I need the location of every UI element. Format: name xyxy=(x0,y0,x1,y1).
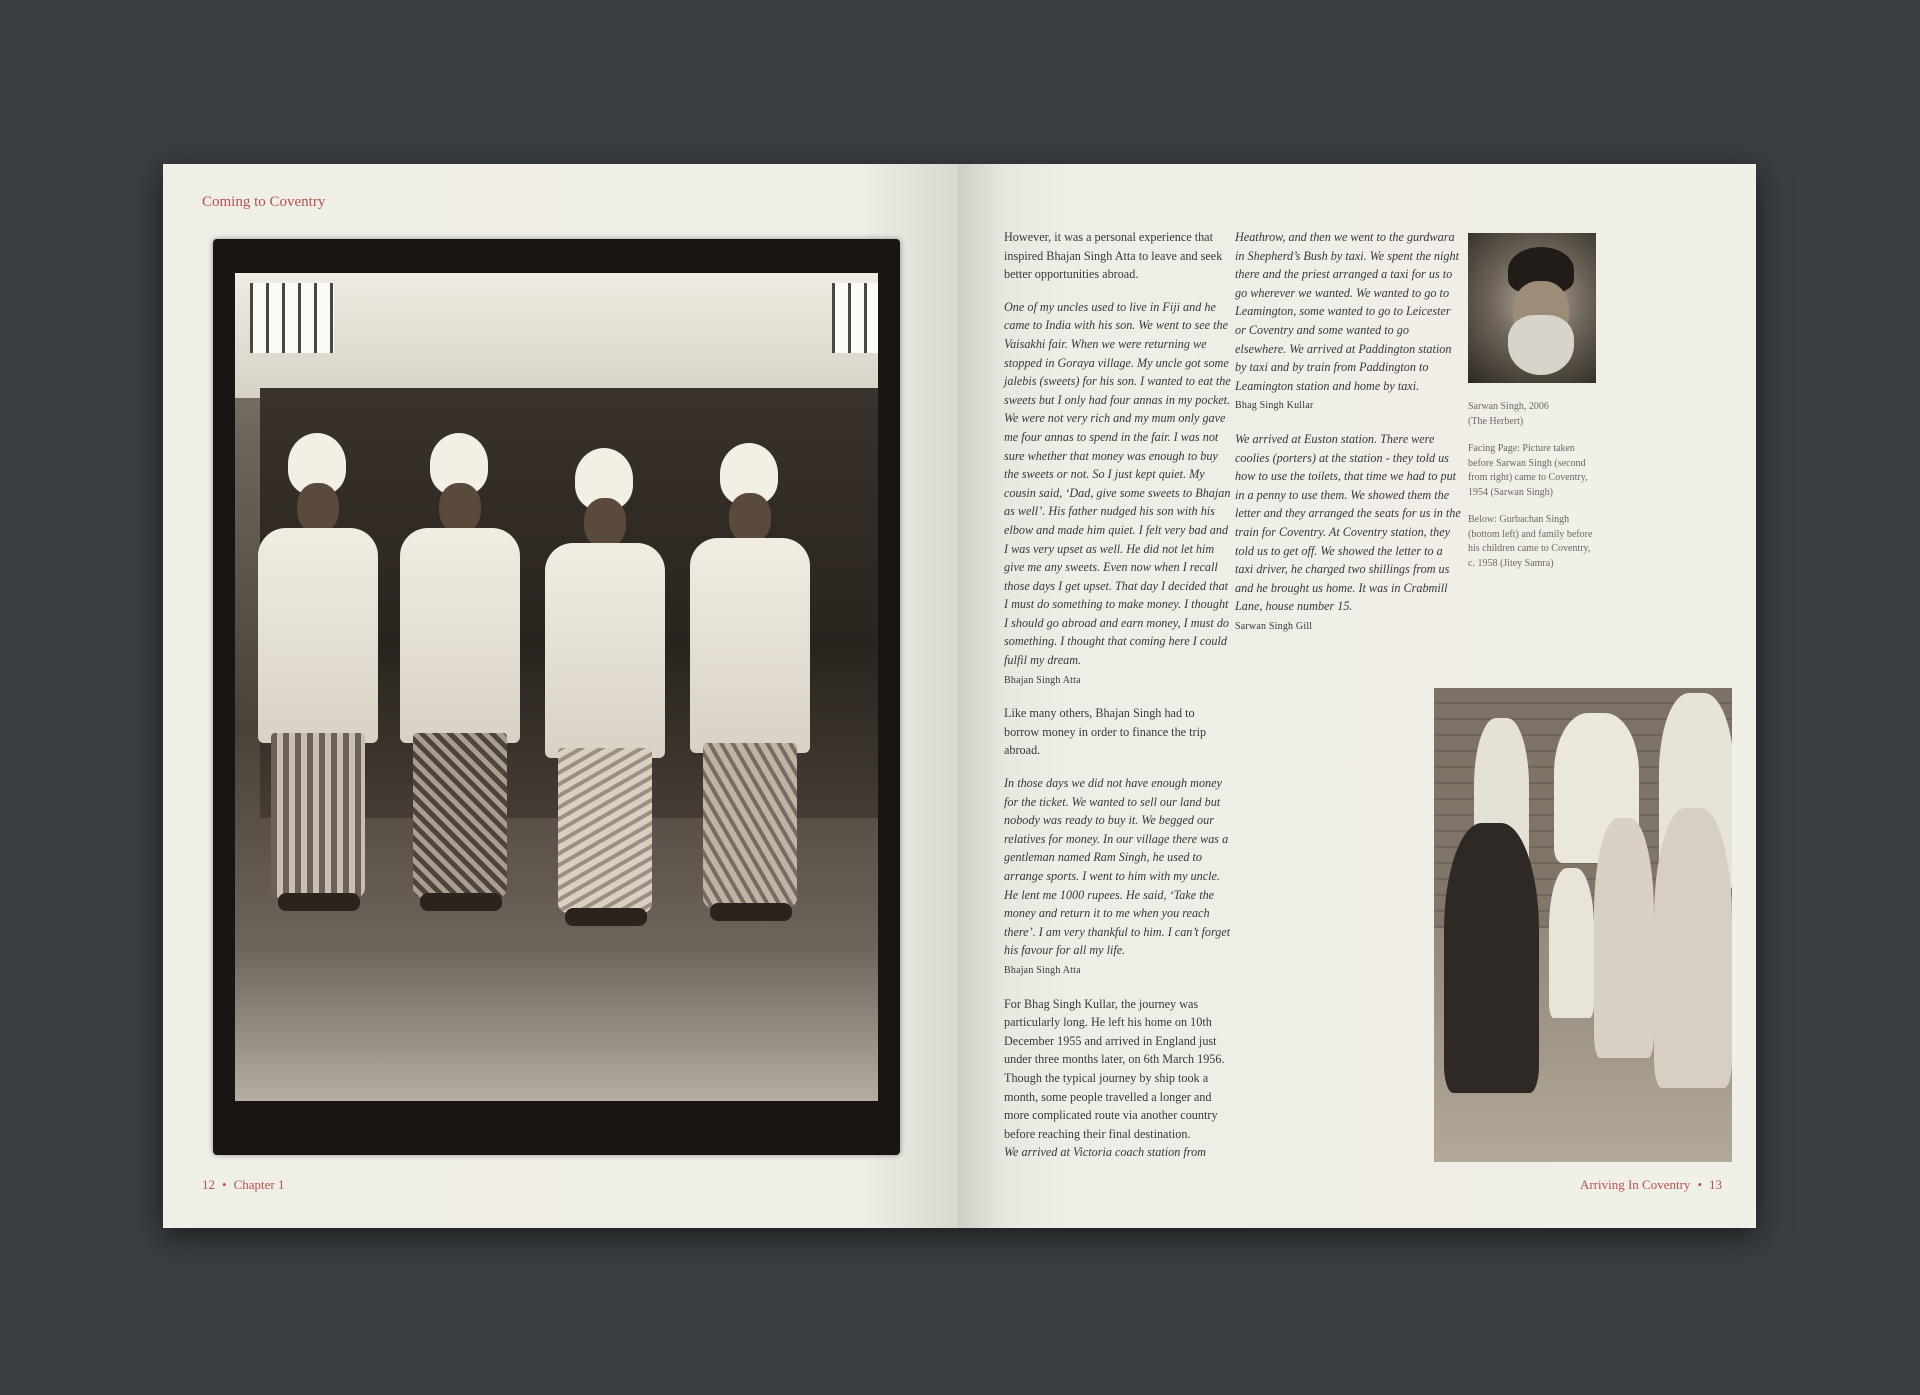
caption-line: (The Herbert) xyxy=(1468,415,1524,427)
section-label: Arriving In Coventry xyxy=(1579,1177,1691,1192)
quote: Heathrow, and then we went to the gurdwara in Shepherd’s Bush by taxi. We spent the night there and the priest arranged a taxi for us to go wherever we wanted. We wanted to go to Leamington, some wanted to go to Leicester or Coventry and some wanted to go elsewhere. We arrived at Paddington station by taxi and by train from Paddington to Leamington station and home by taxi. xyxy=(1235,230,1459,393)
left-page xyxy=(163,164,958,1228)
photo-figure xyxy=(253,433,383,913)
left-folio: 12 • Chapter 1 xyxy=(202,1177,285,1192)
group-photo-image xyxy=(235,273,878,1101)
quote-attribution: Sarwan Singh Gill xyxy=(1235,620,1313,632)
photo-figure xyxy=(685,443,815,923)
chapter-label: Chapter 1 xyxy=(233,1177,285,1192)
photo-captions xyxy=(1468,400,1598,584)
right-page xyxy=(958,164,1756,1228)
photo-figure xyxy=(540,448,670,928)
running-head: Coming to Coventry xyxy=(202,194,326,210)
photo-window xyxy=(832,283,878,353)
portrait-photo xyxy=(1468,233,1596,383)
caption-below: Below: Gurbachan Singh (bottom left) and family before his children came to Coventry, c. 1958 (Jitey Samra) xyxy=(1468,514,1593,569)
quote-attribution: Bhag Singh Kullar xyxy=(1235,400,1314,412)
quote-attribution: Bhajan Singh Atta xyxy=(1004,674,1081,686)
quote: In those days we did not have enough money for the ticket. We wanted to sell our land but nobody was ready to buy it. We begged our relatives for money. In our village there was a gentleman named Ram Singh, he used to arrange sports. I went to him with my uncle. He lent me 1000 rupees. He said, ‘Take the money and return it to me when you reach there’. I am very thankful to him. I can’t forget his favour for all my life. xyxy=(1004,776,1231,958)
body-paragraph: Like many others, Bhajan Singh had to borrow money in order to finance the trip abroad. xyxy=(1004,706,1207,758)
group-photo xyxy=(213,239,900,1155)
photo-wall xyxy=(235,273,878,398)
photo-figure xyxy=(395,433,525,913)
photo-ground xyxy=(235,941,878,1101)
photo-window xyxy=(250,283,334,353)
page-number: 13 xyxy=(1709,1177,1722,1192)
caption-facing-page: Facing Page: Picture taken before Sarwan Singh (second from right) came to Coventry, 1954 (Sarwan Singh) xyxy=(1468,443,1588,498)
quote: We arrived at Euston station. There were coolies (porters) at the station - they told us how to use the toilets, that time we had to put in a penny to use them. We showed them the letter and they arranged the seats for us in the train for Coventry. At Coventry station, they told us to get off. We showed the letter to a taxi driver, he charged two shillings from us and he brought us home. It was in Crabmill Lane, house number 15. xyxy=(1235,431,1461,614)
page-number: 12 xyxy=(202,1177,215,1192)
caption-line: Sarwan Singh, 2006 xyxy=(1468,401,1549,412)
book-spread xyxy=(163,164,1756,1228)
quote: One of my uncles used to live in Fiji and he came to India with his son. We went to see the Vaisakhi fair. When we were returning we stopped in Goraya village. My uncle got some jalebis (sweets) for his son. I wanted to eat the sweets but I only had four annas in my pocket. We were not very rich and my mum only gave me four annas to spend in the fair. I was not sure whether that money was enough to buy the sweets or not. So I just kept quiet. My cousin said, ‘Dad, give some sweets to Bhajan as well’. His father nudged his son with his elbow and made him quiet. I felt very bad and I was very upset as well. He did not let him give me any sweets. Even now when I recall those days I get upset. That day I decided that I must do something to make money. I thought I should go abroad and earn money, I must do something. I thought that coming here I could fulfil my dream. xyxy=(1004,299,1231,668)
right-folio: Arriving In Coventry • 13 xyxy=(1579,1177,1722,1192)
family-photo xyxy=(1434,688,1732,1162)
quote-attribution: Bhajan Singh Atta xyxy=(1004,964,1081,976)
text-column-1 xyxy=(1004,228,1232,1164)
text-column-2 xyxy=(1235,228,1463,650)
body-paragraph: For Bhag Singh Kullar, the journey was particularly long. He left his home on 10th December 1955 and arrived in England just under three months later, on 6th March 1956. Though the typical journey by ship took a month, some people travelled a longer and more complicated route via another country before reaching their final destination. xyxy=(1004,996,1225,1141)
body-paragraph: However, it was a personal experience that inspired Bhajan Singh Atta to leave and seek better opportunities abroad. xyxy=(1004,230,1223,282)
quote: We arrived at Victoria coach station from xyxy=(1004,1145,1206,1160)
